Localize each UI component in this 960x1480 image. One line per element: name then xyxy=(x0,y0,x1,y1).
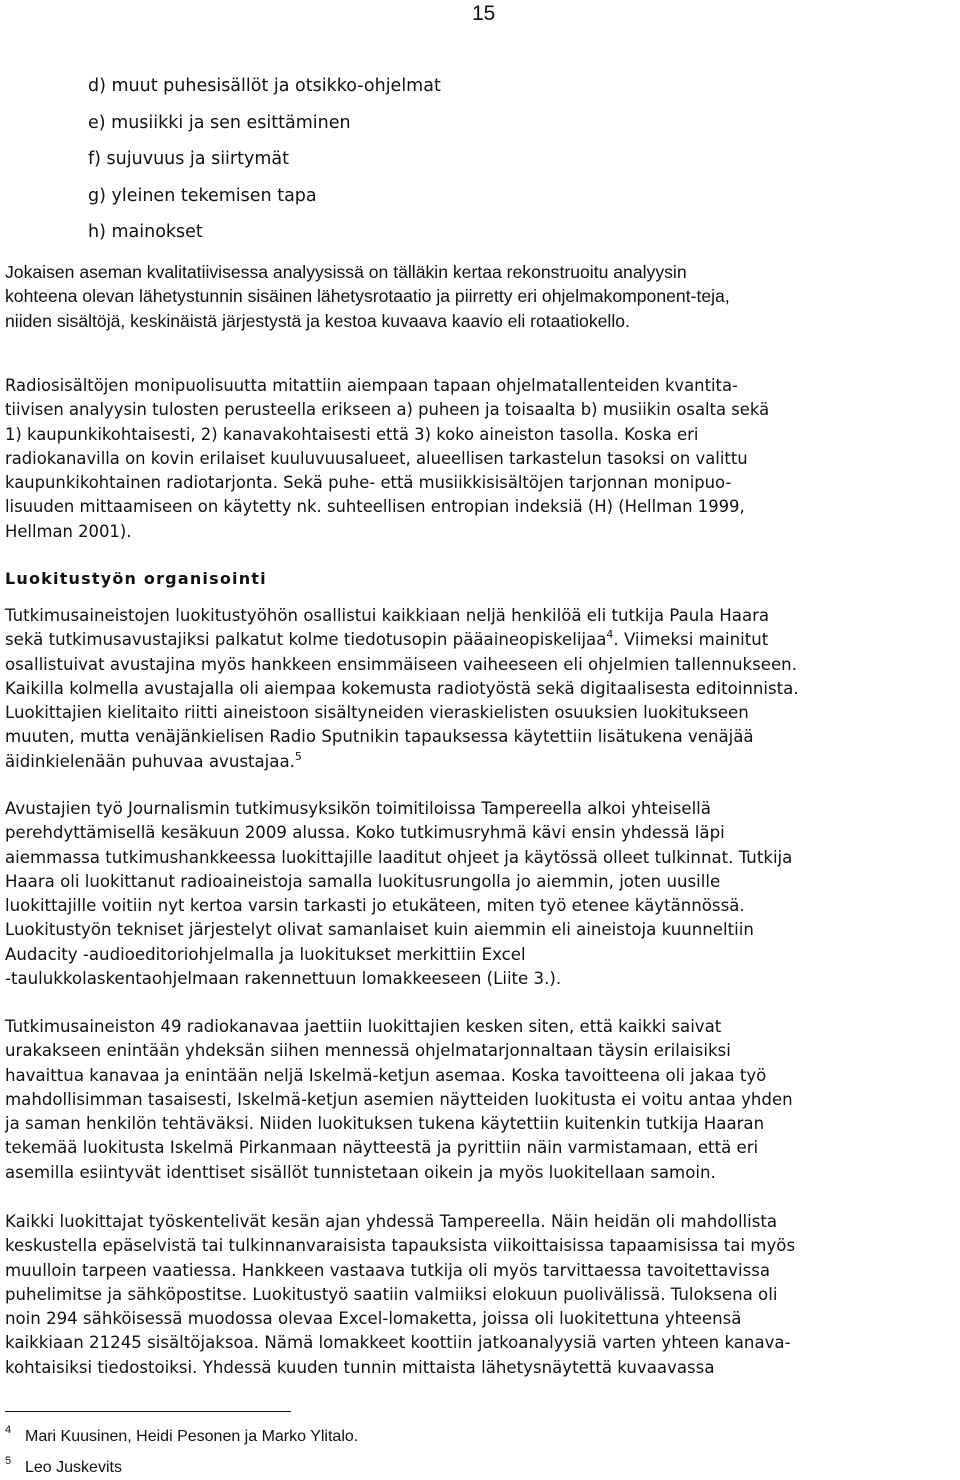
text-line: Radiosisältöjen monipuolisuutta mitattiin aiempaan tapaan ohjelmatallenteiden kvantita- xyxy=(5,376,738,395)
paragraph-rotation xyxy=(5,260,955,333)
footnote xyxy=(5,1418,358,1449)
footnotes xyxy=(5,1418,358,1480)
paragraph-distribution xyxy=(5,1015,955,1185)
text-line: muuten, mutta venäjänkielisen Radio Sputnikin tapauksessa käytettiin lisätukena venäjää xyxy=(5,727,754,747)
list-item: h) mainokset xyxy=(88,222,203,242)
text-line: 1) kaupunkikohtaisesti, 2) kanavakohtaisesti että 3) koko aineiston tasolla. Koska eri xyxy=(5,424,699,444)
text-line: Jokaisen aseman kvalitatiivisessa analyysissä on tälläkin kertaa rekonstruoitu analyysin xyxy=(5,262,687,282)
content-list xyxy=(88,68,441,251)
text-line: Luokitustyön tekniset järjestelyt olivat samanlaiset kuin aiemmin eli aineistoja kuunneltiin xyxy=(5,920,754,940)
text-line: tekemää luokitusta Iskelmä Pirkanmaan näytteestä ja pyrittiin näin varmistamaan, että eri xyxy=(5,1138,759,1158)
text-line: Tutkimusaineistojen luokitustyöhön osallistui kaikkiaan neljä henkilöä eli tutkija Paula Haara xyxy=(5,606,770,625)
text-line: Kaikki luokittajat työskentelivät kesän ajan yhdessä Tampereella. Näin heidän oli mahdollista xyxy=(5,1212,778,1231)
text-line: havaittua kanavaa ja enintään neljä Iskelmä-ketjun asemaa. Koska tavoitteena oli jakaa työ xyxy=(5,1065,767,1085)
page-number: 15 xyxy=(472,2,496,25)
text-line: urakakseen enintään yhdeksän siihen mennessä ohjelmatarjonnaltaan täysin erilaisiksi xyxy=(5,1041,731,1061)
footnote-text: Leo Juskevits xyxy=(25,1459,122,1476)
text-line: keskustella epäselvistä tai tulkinnanvaraisista tapauksista viikoittaisissa tapaamisissa tai myös xyxy=(5,1236,796,1256)
paragraph-work-summary xyxy=(5,1210,955,1380)
text-line: luokittajille voitiin nyt kertoa varsin tarkasti jo etukäteen, miten työ etenee käytännössä. xyxy=(5,896,745,916)
text-line: mahdollisimman tasaisesti, Iskelmä-ketjun asemien näytteiden luokitusta ei voitu antaa yhden xyxy=(5,1089,793,1109)
text-line xyxy=(5,750,955,774)
text-segment: sekä tutkimusavustajiksi palkatut kolme tiedotusopin pääaineopiskelijaa xyxy=(5,630,607,650)
text-line: perehdyttämisellä kesäkuun 2009 alussa. Koko tutkimusryhmä kävi ensin yhdessä läpi xyxy=(5,823,725,843)
section-heading: Luokitustyön organisointi xyxy=(5,569,267,588)
text-line: kohtaisiksi tiedostoiksi. Yhdessä kuuden tunnin mittaista lähetysnäytettä kuvaavassa xyxy=(5,1357,715,1377)
paragraph-organisation xyxy=(5,604,955,774)
footnote-number: 4 xyxy=(5,1424,12,1436)
text-line: asemilla esiintyvät identtiset sisällöt tunnistetaan oikein ja myös luokitellaan samoin. xyxy=(5,1162,716,1182)
footnote xyxy=(5,1449,358,1480)
list-item: e) musiikki ja sen esittäminen xyxy=(88,112,351,133)
text-line: osallistuivat avustajina myös hankkeen ensimmäiseen vaiheeseen eli ohjelmien tallennukseen. xyxy=(5,654,797,674)
list-item: d) muut puhesisällöt ja otsikko-ohjelmat xyxy=(88,76,441,96)
text-segment: . Viimeksi mainitut xyxy=(613,630,769,650)
text-line: tiivisen analyysin tulosten perusteella erikseen a) puheen ja toisaalta b) musiikin osalta sekä xyxy=(5,400,770,420)
text-line: Hellman 2001). xyxy=(5,521,132,541)
footnote-divider xyxy=(5,1411,291,1412)
text-segment: äidinkielenään puhuvaa avustajaa. xyxy=(5,751,295,771)
text-line: -taulukkolaskentaohjelmaan rakennettuun lomakkeeseen (Liite 3.). xyxy=(5,969,562,989)
text-line: Audacity -audioeditoriohjelmalla ja luokitukset merkittiin Excel xyxy=(5,944,526,964)
text-line: ja saman henkilön tehtäväksi. Niiden luokituksen tukena käytettiin kuitenkin tutkija Haaran xyxy=(5,1114,765,1134)
text-line: kaupunkikohtainen radiotarjonta. Sekä puhe- että musiikkisisältöjen tarjonnan monipuo- xyxy=(5,473,732,493)
text-line: puhelimitse ja sähköpostitse. Luokitustyö saatiin valmiiksi elokuun puolivälissä. Tuloksena oli xyxy=(5,1284,778,1304)
text-line: aiemmassa tutkimushankkeessa luokittajille laaditut ohjeet ja käytössä olleet tulkinnat. Tutkija xyxy=(5,847,793,867)
text-line: noin 294 sähköisessä muodossa olevaa Excel-lomaketta, joissa oli luokitettuna yhteensä xyxy=(5,1309,742,1329)
paragraph-training xyxy=(5,797,955,991)
text-line: niiden sisältöjä, keskinäistä järjestystä ja kestoa kuvaava kaavio eli rotaatiokello. xyxy=(5,310,630,331)
text-line: Kaikilla kolmella avustajalla oli aiempaa kokemusta radiotyöstä sekä digitaalisesta editoinnista. xyxy=(5,678,799,698)
list-item: g) yleinen tekemisen tapa xyxy=(88,185,317,206)
text-line: Haara oli luokittanut radioaineistoja samalla luokitusrungolla jo aiemmin, joten uusille xyxy=(5,871,721,891)
footnote-ref: 5 xyxy=(294,749,302,763)
text-line: radiokanavilla on kovin erilaiset kuuluvuusalueet, alueellisen tarkastelun tasoksi on valittu xyxy=(5,448,748,468)
text-line: lisuuden mittaamiseen on käytetty nk. suhteellisen entropian indeksiä (H) (Hellman 1999, xyxy=(5,497,745,517)
text-line: kohteena olevan lähetystunnin sisäinen lähetysrotaatio ja piirretty eri ohjelmakomponent-teja, xyxy=(5,286,730,307)
footnote-text: Mari Kuusinen, Heidi Pesonen ja Marko Ylitalo. xyxy=(25,1428,359,1445)
text-line: Avustajien työ Journalismin tutkimusyksikön toimitiloissa Tampereella alkoi yhteisellä xyxy=(5,799,711,818)
text-line: Tutkimusaineiston 49 radiokanavaa jaettiin luokittajien kesken siten, että kaikki saivat xyxy=(5,1017,722,1036)
text-line: Luokittajien kielitaito riitti aineistoon sisältyneiden vieraskielisten osuuksien luokitukseen xyxy=(5,703,749,723)
paragraph-diversity xyxy=(5,374,955,544)
text-line: kaikkiaan 21245 sisältöjaksoa. Nämä lomakkeet koottiin jatkoanalyysiä varten yhteen kanava- xyxy=(5,1333,791,1353)
footnote-ref: 4 xyxy=(606,628,614,642)
list-item: f) sujuvuus ja siirtymät xyxy=(88,149,289,169)
text-line: muulloin tarpeen vaatiessa. Hankkeen vastaava tutkija oli myös tarvittaessa tavoitettavissa xyxy=(5,1260,771,1280)
text-line xyxy=(5,628,955,652)
footnote-number: 5 xyxy=(5,1455,12,1467)
